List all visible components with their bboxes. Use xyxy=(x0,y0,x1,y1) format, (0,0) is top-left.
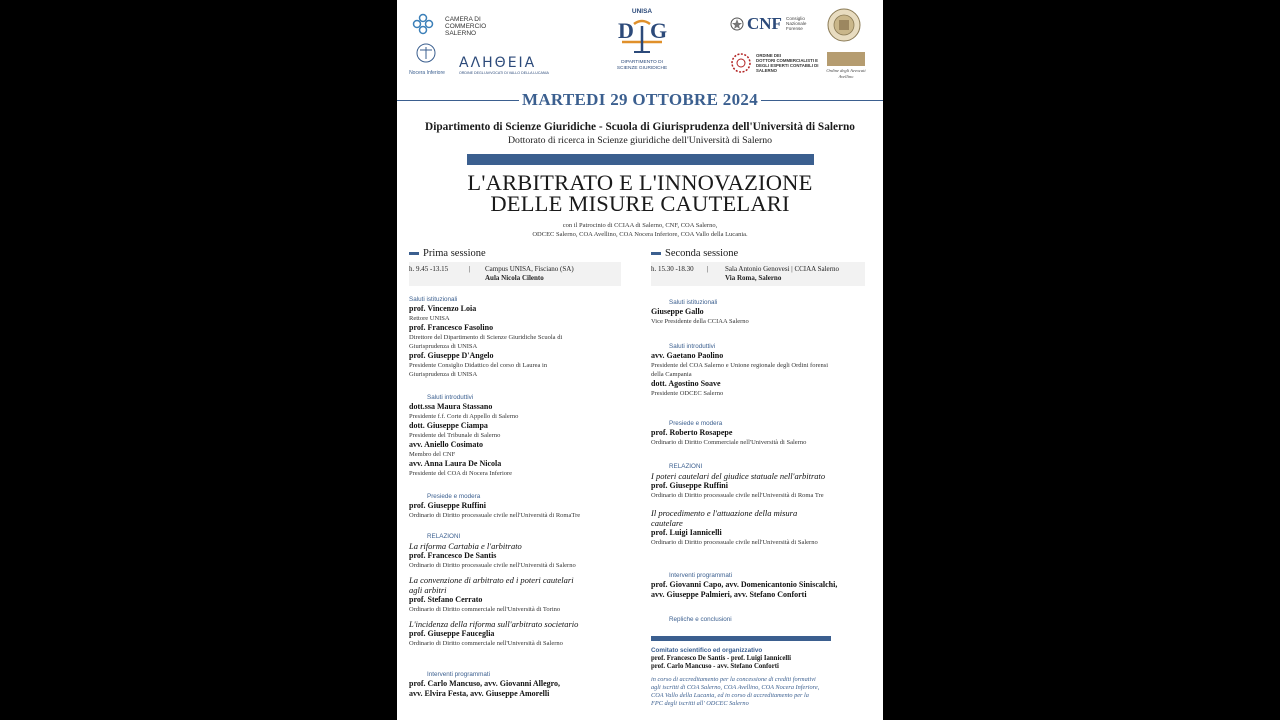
s2-relazioni-label: RELAZIONI xyxy=(669,463,703,470)
patrocinio-line-1: con il Patrocinio di CCIAA di Salerno, CNF, COA Salerno, xyxy=(562,222,718,229)
unisa-label: UNISA xyxy=(631,8,653,15)
s1-talk-1: La riforma Cartabia e l'arbitrato xyxy=(409,541,522,551)
session-1-title: Prima sessione xyxy=(423,248,486,259)
event-date: MARTEDI 29 OTTOBRE 2024 xyxy=(522,90,758,109)
s1-speaker-11: prof. Giuseppe Fauceglia xyxy=(409,629,495,638)
odcec-line-4: SALERNO xyxy=(756,68,778,73)
s1-speaker-7: avv. Anna Laura De Nicola xyxy=(409,459,502,468)
s2-speaker-6: prof. Luigi Iannicelli xyxy=(651,528,722,537)
camera-commercio-icon xyxy=(411,12,435,36)
s1-talk-2a: La convenzione di arbitrato ed i poteri cautelari xyxy=(409,575,574,585)
s1-speaker-10: prof. Stefano Cerrato xyxy=(409,595,483,604)
s2-speaker-3: dott. Agostino Soave xyxy=(651,379,721,388)
s1-role-10: Ordinario di Diritto commerciale nell'Università di Torino xyxy=(409,606,561,613)
accreditation-line-4: FPC degli iscritti all' ODCEC Salerno xyxy=(651,700,749,707)
camera-line-2: SALERNO xyxy=(445,30,477,37)
session-1-room: Aula Nicola Cilento xyxy=(485,274,544,282)
s1-role-7: Presidente del COA di Nocera Inferiore xyxy=(409,470,513,477)
s2-role-5: Ordinario di Diritto processuale civile nell'Università di Roma Tre xyxy=(651,492,824,499)
session-2-time: h. 15.30 -18.30 xyxy=(651,265,694,273)
s1-interventi-2: avv. Elvira Festa, avv. Giuseppe Amorelli xyxy=(409,689,550,698)
s2-interventi-label: Interventi programmati xyxy=(669,572,732,579)
session-2-title: Seconda sessione xyxy=(665,248,739,259)
dsg-emblem-icon xyxy=(610,16,674,56)
s1-presiede-label: Presiede e modera xyxy=(427,493,481,500)
aletheia-wordmark: ΑΛΗΘΕΙΑ xyxy=(459,55,537,71)
s2-speaker-5: prof. Giuseppe Ruffini xyxy=(651,481,728,490)
s1-role-3b: Giurisprudenza di UNISA xyxy=(409,371,478,378)
session-2-marker xyxy=(651,252,661,255)
s2-interventi-1: prof. Giovanni Capo, avv. Domenicantonio Siniscalchi, xyxy=(651,580,838,589)
s2-presiede-label: Presiede e modera xyxy=(669,420,723,427)
accreditation-line-1: in corso di accreditamento per la concessione di crediti formativi xyxy=(651,676,816,683)
s2-role-1: Vice Presidente della CCIAA Salerno xyxy=(651,318,749,325)
s2-role-2a: Presidente del COA Salerno e Unione regionale degli Ordini forensi xyxy=(651,362,829,369)
s2-speaker-1: Giuseppe Gallo xyxy=(651,307,704,316)
s1-speaker-2: prof. Francesco Fasolino xyxy=(409,323,494,332)
avellino-seal xyxy=(827,8,861,42)
patrocinio-line-2: ODCEC Salerno, COA Avellino, COA Nocera Inferiore, COA Vallo della Lucania. xyxy=(532,231,748,238)
event-poster xyxy=(397,0,883,720)
cnf-sub-3: Forense xyxy=(786,26,803,32)
s1-role-1: Rettore UNISA xyxy=(409,315,450,322)
s1-saluti-ist-label: Saluti istituzionali xyxy=(409,296,458,303)
comitato-line-2: prof. Carlo Mancuso - avv. Stefano Conforti xyxy=(651,663,779,670)
avellino-image xyxy=(827,52,865,66)
s1-role-6: Membro del CNF xyxy=(409,451,456,458)
s2-role-2b: della Campania xyxy=(651,371,692,378)
session-1: Prima sessione h. 9.45 -13.15 | Campus UNISA, Fisciano (SA) Aula Nicola Cilento Saluti istituzionali prof. Vincenzo Loia Rettore UNISA prof. Francesco Fasolino Direttore del Dipartimento di Scienze Giuridiche Scuola di Giurisprudenza di UNISA prof. Giuseppe D'Angelo Presidente Consiglio Didattico del corso di Laurea in Giurisprudenza di UNISA Saluti introduttivi dott.ssa Maura Stassano Presidente f.f. Corte di Appello di Salerno dott. Giuseppe Ciampa Presidente del Tribunale di Salerno avv. Aniello Cosimato Membro del CNF avv. Anna Laura De Nicola Presidente del COA di Nocera Inferiore Presiede e modera prof. Giuseppe Ruffini Ordinario di Diritto processuale civile nell'Università di RomaTre RELAZIONI La riforma Cartabia e l'arbitrato prof. Francesco De Santis Ordinario di Diritto processuale civile nell'Università di Salerno La convenzione di arbitrato ed i poteri cautelari agli arbitri prof. Stefano Cerrato Ordinario di Diritto commerciale nell'Università di Torino L'incidenza della riforma sull'arbitrato societario prof. Giuseppe Fauceglia Ordinario di Diritto commerciale nell'Università di Salerno Interventi programmati prof. Carlo Mancuso, avv. Giovanni Allegro, avv. Elvira Festa, avv. Giuseppe Amorelli xyxy=(409,248,623,259)
cnf-logo xyxy=(730,14,816,36)
session-1-marker xyxy=(409,252,419,255)
avellino-line-1: Ordine degli Avvocati xyxy=(826,68,866,73)
dottorato-line: Dottorato di ricerca in Scienze giuridiche dell'Università di Salerno xyxy=(507,135,772,146)
accreditation-line-3: COA Vallo della Lucania, ed in corso di accreditamento per la xyxy=(651,692,809,699)
svg-text:G: G xyxy=(650,18,668,43)
odcec-logo xyxy=(730,50,822,76)
cnf-sub-1: Consiglio xyxy=(786,16,805,21)
title-line-2: DELLE MISURE CAUTELARI xyxy=(490,191,790,216)
avellino-seal-icon xyxy=(827,8,861,42)
cnf-wordmark: CNF xyxy=(747,14,782,33)
avellino-caption xyxy=(821,68,871,80)
s1-role-9: Ordinario di Diritto processuale civile nell'Università di Salerno xyxy=(409,562,576,569)
aletheia-subtitle: ORDINE DEGLI AVVOCATI DI VALLO DELLA LUCANIA xyxy=(459,71,549,75)
s2-interventi-2: avv. Giuseppe Palmieri, avv. Stefano Conforti xyxy=(651,590,807,599)
s2-saluti-ist-label: Saluti istituzionali xyxy=(669,299,718,306)
s1-speaker-6: avv. Aniello Cosimato xyxy=(409,440,484,449)
s1-role-2a: Direttore del Dipartimento di Scienze Giuridiche Scuola di xyxy=(409,334,563,341)
s1-speaker-3: prof. Giuseppe D'Angelo xyxy=(409,351,494,360)
s1-talk-2b: agli arbitri xyxy=(409,585,447,595)
s2-role-3: Presidente ODCEC Salerno xyxy=(651,390,724,397)
s1-speaker-9: prof. Francesco De Santis xyxy=(409,551,497,560)
patrocinio xyxy=(397,221,883,239)
s1-role-3a: Presidente Consiglio Didattico del corso di Laurea in xyxy=(409,362,548,369)
aletheia-logo xyxy=(459,55,551,81)
s1-role-5: Presidente del Tribunale di Salerno xyxy=(409,432,501,439)
comitato-bar xyxy=(651,636,831,641)
s2-moderator-role: Ordinario di Diritto Commerciale nell'Università di Salerno xyxy=(651,439,807,446)
s2-role-6: Ordinario di Diritto processuale civile nell'Università di Salerno xyxy=(651,539,818,546)
s1-talk-3: L'incidenza della riforma sull'arbitrato societario xyxy=(409,619,579,629)
session-2-place: Sala Antonio Genovesi | CCIAA Salerno xyxy=(725,265,839,273)
session-1-header xyxy=(409,248,623,259)
s1-speaker-4: dott.ssa Maura Stassano xyxy=(409,402,493,411)
s1-moderator-role: Ordinario di Diritto processuale civile nell'Università di RomaTre xyxy=(409,512,581,519)
nocera-label: Nocera Inferiore xyxy=(409,70,445,76)
cnf-sub-2: Nazionale xyxy=(786,21,807,27)
s1-saluti-intro-label: Saluti introduttivi xyxy=(427,394,474,401)
odcec-emblem-icon xyxy=(730,52,752,74)
republic-emblem-icon xyxy=(730,16,744,32)
s1-relazioni-label: RELAZIONI xyxy=(427,533,461,540)
s1-interventi-label: Interventi programmati xyxy=(427,671,490,678)
svg-text:D: D xyxy=(618,18,634,43)
session-1-time: h. 9.45 -13.15 xyxy=(409,265,449,273)
odcec-line-3: DEGLI ESPERTI CONTABILI DI xyxy=(756,63,819,68)
s2-moderator: prof. Roberto Rosapepe xyxy=(651,428,733,437)
scales-emblem-icon xyxy=(415,42,437,64)
s1-role-11: Ordinario di Diritto commerciale nell'Università di Salerno xyxy=(409,640,563,647)
comitato-label: Comitato scientifico ed organizzativo xyxy=(651,647,763,654)
department-line: Dipartimento di Scienze Giuridiche - Scuola di Giurisprudenza dell'Università di Salerno xyxy=(425,121,855,133)
odcec-line-2: DOTTORI COMMERCIALISTI E xyxy=(756,58,818,63)
nocera-logo xyxy=(407,40,447,80)
s1-moderator: prof. Giuseppe Ruffini xyxy=(409,501,486,510)
s1-role-4: Presidente f.f. Corte di Appello di Salerno xyxy=(409,413,519,420)
session-2-room: Via Roma, Salerno xyxy=(725,274,782,282)
s2-saluti-intro-label: Saluti introduttivi xyxy=(669,343,716,350)
s1-interventi-1: prof. Carlo Mancuso, avv. Giovanni Allegro, xyxy=(409,679,561,688)
unisa-dsg-logo xyxy=(610,8,674,78)
session-2: Seconda sessione h. 15.30 -18.30 | Sala Antonio Genovesi | CCIAA Salerno Via Roma, Salerno Saluti istituzionali Giuseppe Gallo Vice Presidente della CCIAA Salerno Saluti introduttivi avv. Gaetano Paolino Presidente del COA Salerno e Unione regionale degli Ordini forensi della Campania dott. Agostino Soave Presidente ODCEC Salerno Presiede e modera prof. Roberto Rosapepe Ordinario di Diritto Commerciale nell'Università di Salerno RELAZIONI I poteri cautelari del giudice statuale nell'arbitrato prof. Giuseppe Ruffini Ordinario di Diritto processuale civile nell'Università di Roma Tre Il procedimento e l'attuazione della misura cautelare prof. Luigi Iannicelli Ordinario di Diritto processuale civile nell'Università di Salerno Interventi programmati prof. Giovanni Capo, avv. Domenicantonio Siniscalchi, avv. Giuseppe Palmieri, avv. Stefano Conforti Repliche e conclusioni Comitato scientifico ed organizzativo prof. Francesco De Santis - prof. Luigi Iannicelli prof. Carlo Mancuso - avv. Stefano Conforti in corso di accreditamento per la concessione di crediti formativi agli iscritti di COA Salerno, COA Avellino, COA Nocera Inferiore, COA Vallo della Lucania, ed in corso di accreditamento per la FPC degli iscritti all' ODCEC Salerno xyxy=(651,248,877,259)
s2-talk-1: I poteri cautelari del giudice statuale nell'arbitrato xyxy=(651,471,826,481)
comitato-line-1: prof. Francesco De Santis - prof. Luigi Iannicelli xyxy=(651,655,792,662)
title-line-1: L'ARBITRATO E L'INNOVAZIONE xyxy=(467,170,813,195)
session-1-place: Campus UNISA, Fisciano (SA) xyxy=(485,265,574,273)
s1-role-2b: Giurisprudenza di UNISA xyxy=(409,343,478,350)
event-title xyxy=(397,172,883,214)
unisa-dept-2: SCIENZE GIURIDICHE xyxy=(616,66,668,71)
unisa-dept-1: DIPARTIMENTO DI xyxy=(621,60,663,65)
s2-speaker-2: avv. Gaetano Paolino xyxy=(651,351,724,360)
s2-talk-2a: Il procedimento e l'attuazione della misura xyxy=(651,508,798,518)
avellino-line-2: Avellino xyxy=(838,74,854,79)
accreditation-line-2: agli iscritti di COA Salerno, COA Avellino, COA Nocera Inferiore, xyxy=(651,684,820,691)
odcec-line-1: ORDINE DEI xyxy=(756,53,782,58)
title-bar xyxy=(467,154,814,165)
s1-speaker-1: prof. Vincenzo Loia xyxy=(409,304,477,313)
camera-commercio-logo xyxy=(411,12,521,36)
session-2-header xyxy=(651,248,877,259)
s2-talk-2b: cautelare xyxy=(651,518,683,528)
s2-repliche-label: Repliche e conclusioni xyxy=(669,616,732,623)
s1-speaker-5: dott. Giuseppe Ciampa xyxy=(409,421,488,430)
camera-line-1: CAMERA DI COMMERCIO xyxy=(445,16,487,30)
